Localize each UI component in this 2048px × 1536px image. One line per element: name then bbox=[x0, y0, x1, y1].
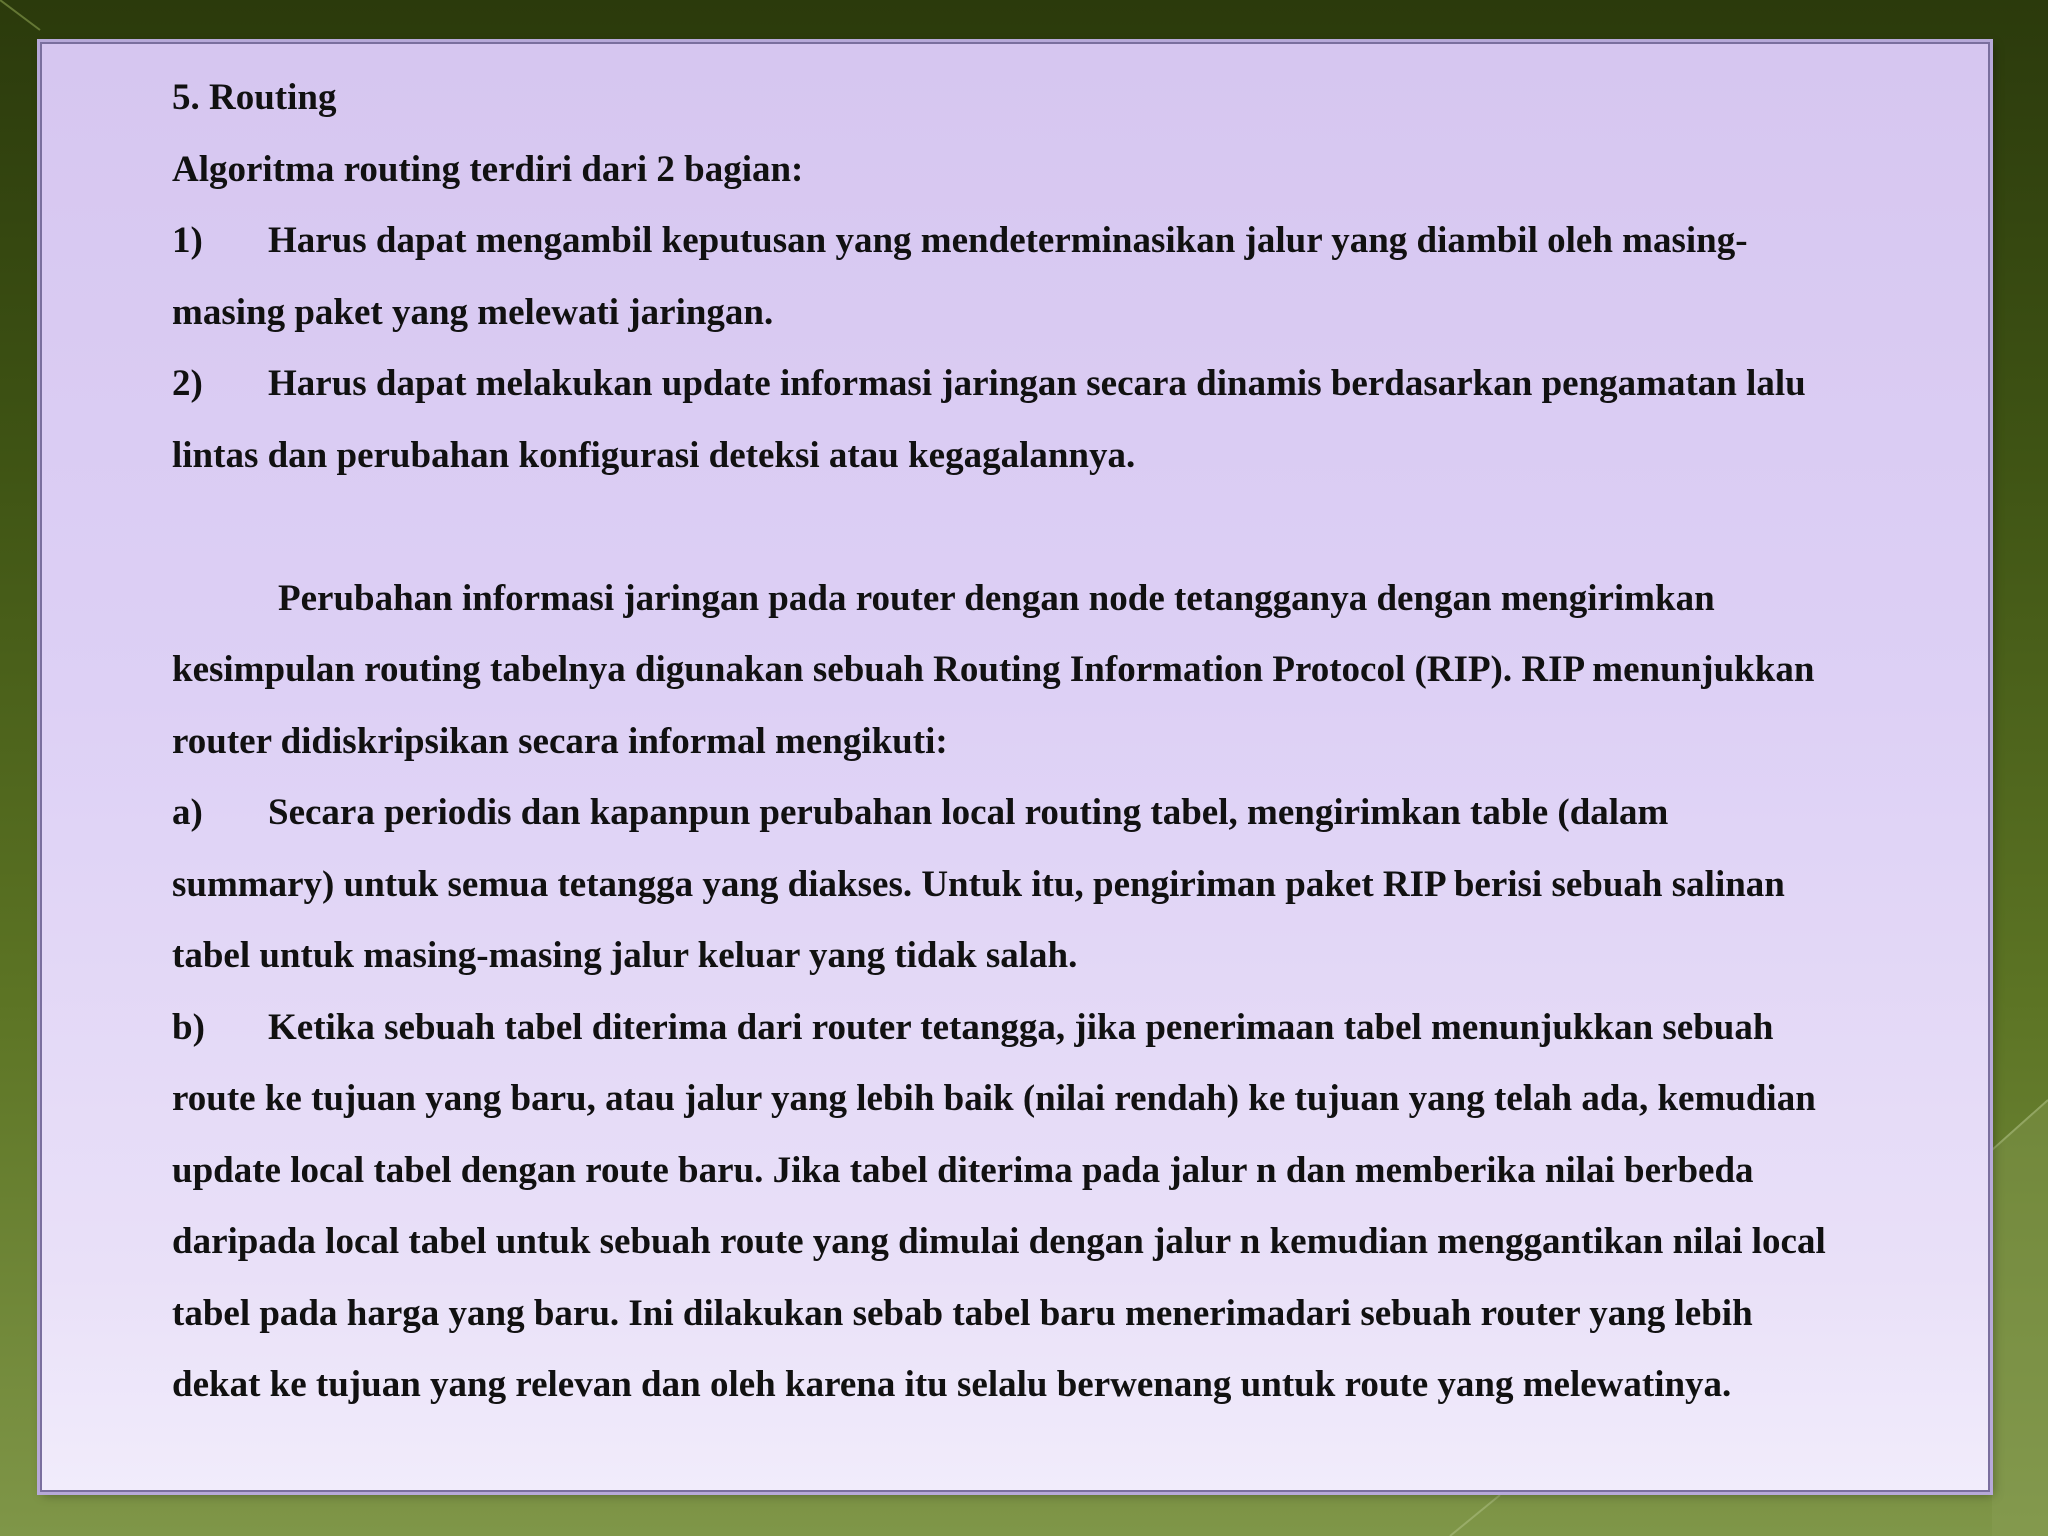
sub-item-b-line-2: route ke tujuan yang baru, atau jalur yang lebih baik (nilai rendah) ke tujuan yang telah ada, kemudian bbox=[172, 1078, 1816, 1119]
intro-text: Algoritma routing terdiri dari 2 bagian: bbox=[172, 148, 804, 190]
sub-item-number: a) bbox=[172, 792, 203, 833]
sub-item-a-line-2: summary) untuk semua tetangga yang diakses. Untuk itu, pengiriman paket RIP berisi sebuah salinan bbox=[172, 863, 1785, 905]
sub-item-b-line-3: update local tabel dengan route baru. Jika tabel diterima pada jalur n dan memberika nilai berbeda bbox=[172, 1149, 1754, 1191]
sub-item-b-line-6: dekat ke tujuan yang relevan dan oleh karena itu selalu berwenang untuk route yang melewatinya. bbox=[172, 1364, 1732, 1405]
sub-item-a bbox=[172, 777, 1972, 849]
list-item-text: Harus dapat mengambil keputusan yang mendeterminasikan jalur yang diambil oleh masing- bbox=[268, 220, 1748, 261]
list-item-1 bbox=[172, 205, 1972, 277]
sub-item-number: b) bbox=[172, 1006, 205, 1048]
spacer bbox=[172, 491, 1972, 563]
sub-item-b-line-4: daripada local tabel untuk sebuah route yang dimulai dengan jalur n kemudian menggantikan nilai local bbox=[172, 1221, 1826, 1262]
list-item-number: 1) bbox=[172, 220, 203, 261]
paragraph-line-1 bbox=[172, 563, 1972, 635]
list-item-2-continuation: lintas dan perubahan konfigurasi deteksi atau kegagalannya. bbox=[172, 434, 1136, 476]
slide-content bbox=[172, 62, 1972, 1421]
paragraph-text: Perubahan informasi jaringan pada router dengan node tetangganya dengan mengirimkan bbox=[278, 577, 1715, 619]
sub-item-text: Secara periodis dan kapanpun perubahan local routing tabel, mengirimkan table (dalam bbox=[268, 792, 1669, 833]
list-item-1-continuation: masing paket yang melewati jaringan. bbox=[172, 291, 774, 333]
paragraph-line-2: kesimpulan routing tabelnya digunakan sebuah Routing Information Protocol (RIP). RIP menunjukkan bbox=[172, 649, 1815, 690]
sub-item-text: Ketika sebuah tabel diterima dari router tetangga, jika penerimaan tabel menunjukkan sebuah bbox=[268, 1006, 1774, 1048]
paragraph-line-3: router didiskripsikan secara informal mengikuti: bbox=[172, 720, 948, 762]
sub-item-b-line-5: tabel pada harga yang baru. Ini dilakukan sebab tabel baru menerimadari sebuah router yang lebih bbox=[172, 1292, 1753, 1334]
slide-panel bbox=[40, 42, 1990, 1492]
list-item-2 bbox=[172, 348, 1972, 420]
sub-item-b bbox=[172, 992, 1972, 1064]
list-item-text: Harus dapat melakukan update informasi jaringan secara dinamis berdasarkan pengamatan lalu bbox=[268, 363, 1806, 404]
sub-item-a-line-3: tabel untuk masing-masing jalur keluar yang tidak salah. bbox=[172, 935, 1078, 976]
list-item-number: 2) bbox=[172, 363, 203, 404]
slide-heading: 5. Routing bbox=[172, 77, 337, 118]
